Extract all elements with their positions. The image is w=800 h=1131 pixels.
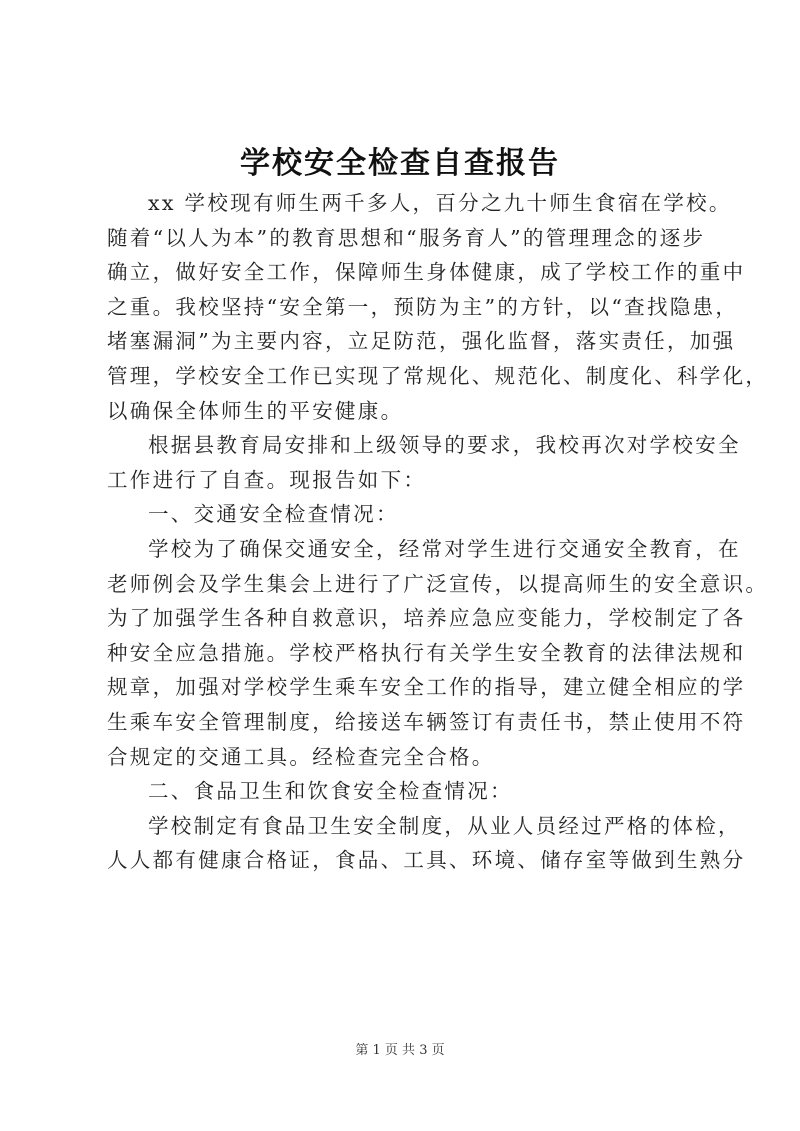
text-line: 随着“以人为本”的教育思想和“服务育人”的管理理念的逐步 xyxy=(107,225,706,250)
text-line: 人人都有健康合格证，食品、工具、环境、储存室等做到生熟分 xyxy=(107,848,746,873)
text-line: 根据县教育局安排和上级领导的要求，我校再次对学校安全 xyxy=(148,433,741,458)
section-heading: 一、交通安全检查情况： xyxy=(148,502,399,527)
text-line: 生乘车安全管理制度，给接送车辆签订有责任书，禁止使用不符 xyxy=(107,709,746,734)
text-line: 合规定的交通工具。经检查完全合格。 xyxy=(107,744,495,769)
text-line: 种安全应急措施。学校严格执行有关学生安全教育的法律法规和 xyxy=(107,640,746,665)
document-title: 学校安全检查自查报告 xyxy=(240,146,560,181)
text-line: 为了加强学生各种自救意识，培养应急应变能力，学校制定了各 xyxy=(107,606,746,631)
text-line: 学校为了确保交通安全，经常对学生进行交通安全教育，在 xyxy=(148,536,741,561)
text-line: 老师例会及学生集会上进行了广泛宣传，以提高师生的安全意识。 xyxy=(107,571,769,596)
text-line: 以确保全体师生的平安健康。 xyxy=(107,398,404,423)
page-number-footer: 第 1 页 共 3 页 xyxy=(355,1043,445,1058)
text-line: 堵塞漏洞”为主要内容，立足防范，强化监督，落实责任，加强 xyxy=(107,329,736,354)
text-line: xx 学校现有师生两千多人，百分之九十师生食宿在学校。 xyxy=(148,191,732,215)
text-line: 确立，做好安全工作，保障师生身体健康，成了学校工作的重中 xyxy=(107,260,746,285)
section-heading: 二、食品卫生和饮食安全检查情况： xyxy=(148,779,513,804)
text-line: 工作进行了自查。现报告如下： xyxy=(107,467,427,492)
text-line: 管理，学校安全工作已实现了常规化、规范化、制度化、科学化， xyxy=(107,363,769,388)
text-line: 规章，加强对学校学生乘车安全工作的指导，建立健全相应的学 xyxy=(107,675,746,700)
document-body xyxy=(107,186,769,878)
text-line: 之重。我校坚持“安全第一，预防为主”的方针，以“查找隐患， xyxy=(107,294,739,319)
text-line: 学校制定有食品卫生安全制度，从业人员经过严格的体检， xyxy=(148,813,741,838)
